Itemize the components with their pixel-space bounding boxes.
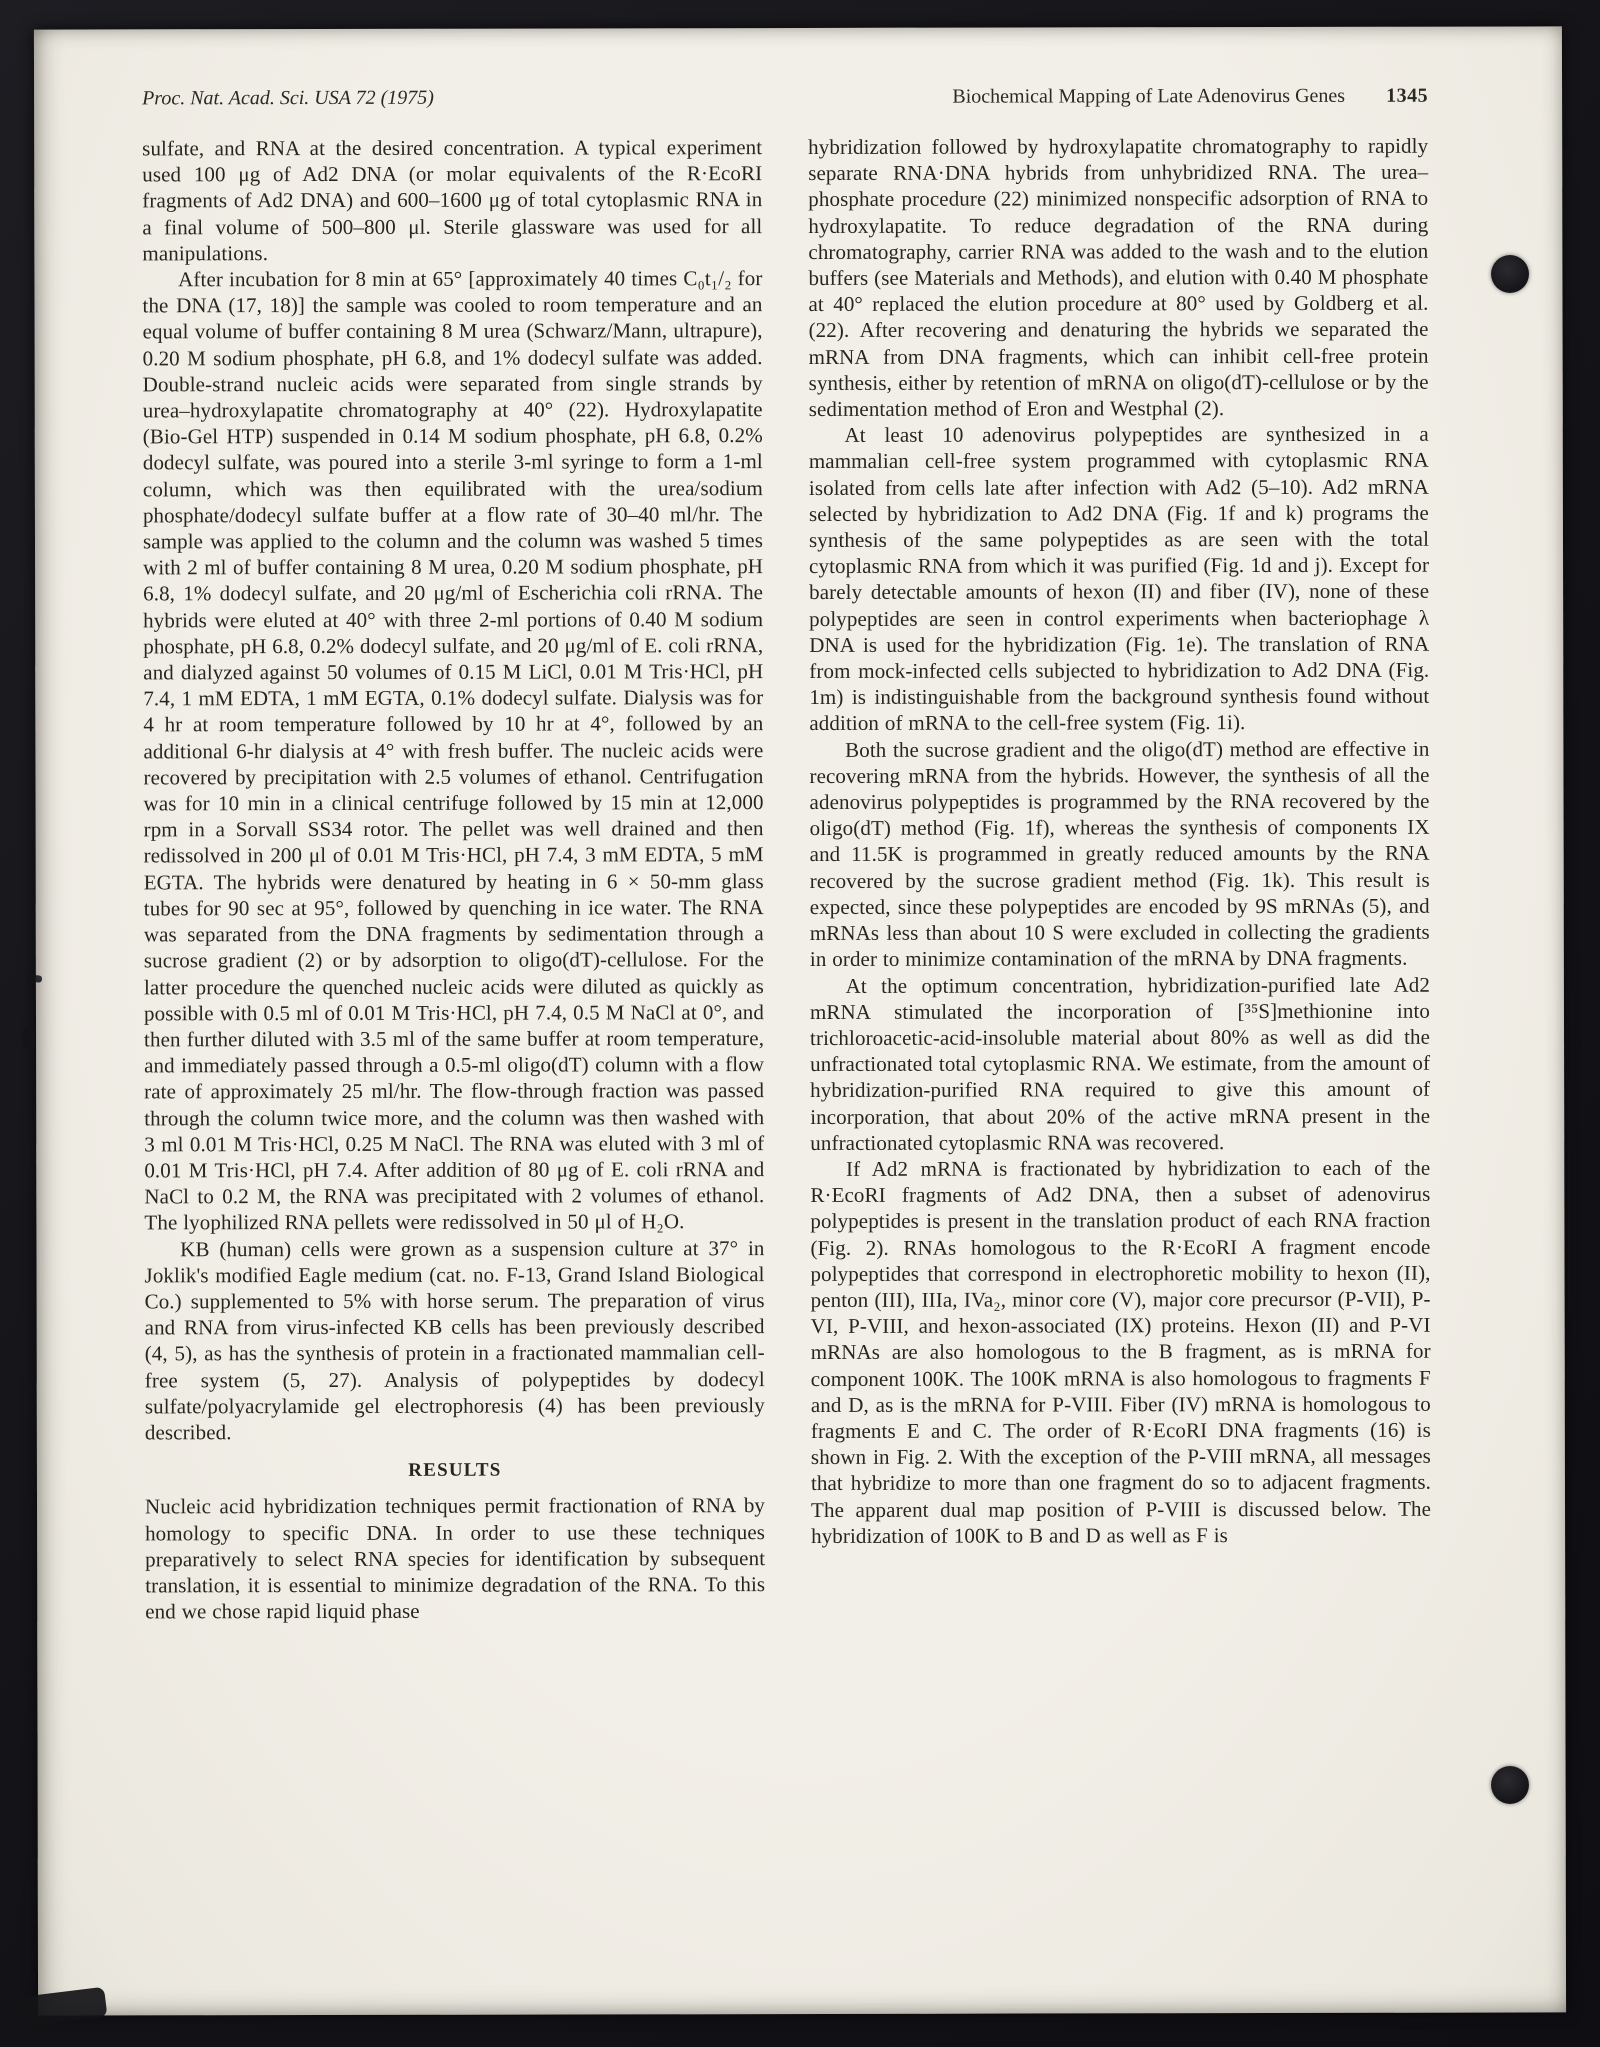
paragraph: If Ad2 mRNA is fractionated by hybridization to each of the R·EcoRI fragments of Ad2 DNA, then a subset of adenovirus polypeptides is present in the translation product of each RNA fraction (Fig. 2). RNAs homologous to the R·EcoRI A fragment encode polypeptides that correspond in electrophoretic mobility to hexon (II), penton (III), IIIa, IVa₂, minor core (V), major core precursor (P-VII), P-VI, P-VIII, and hexon-associated (IX) proteins. Hexon (II) and P-VI mRNAs are also homologous to the B fragment, as is mRNA for component 100K. The 100K mRNA is also homologous to fragments F and D, as is the mRNA for P-VIII. Fiber (IV) mRNA is homologous to fragments E and C. The order of R·EcoRI DNA fragments (16) is shown in Fig. 2. With the exception of the P-VIII mRNA, all messages that hybridize to more than one fragment do so to adjacent fragments. The apparent dual map position of P-VIII is discussed below. The hybridization of 100K to B and D as well as F is: [810, 1155, 1432, 1548]
scan-artifact-bottom-left-corner: [16, 1987, 107, 2028]
punch-hole-top: [1491, 255, 1529, 293]
scan-artifact-left-edge-1: [26, 974, 43, 983]
paragraph: sulfate, and RNA at the desired concentration. A typical experiment used 100 μg of Ad2 DNA (or molar equivalents of the R·EcoRI fragments of Ad2 DNA) and 600–1600 μg of total cytoplasmic RNA in a final volume of 500–800 μl. Sterile glassware was used for all manipulations.: [142, 135, 763, 266]
paper-page: [34, 26, 1566, 2015]
paragraph: At least 10 adenovirus polypeptides are synthesized in a mammalian cell-free system programmed with cytoplasmic RNA isolated from cells late after infection with Ad2 (5–10). Ad2 mRNA selected by hybridization to Ad2 DNA (Fig. 1f and k) programs the synthesis of the same polypeptides as are seen with the total cytoplasmic RNA from which it was purified (Fig. 1d and j). Except for barely detectable amounts of hexon (II) and fiber (IV), none of these polypeptides are seen in control experiments when bacteriophage λ DNA is used for the hybridization (Fig. 1e). The translation of RNA from mock-infected cells subjected to hybridization to Ad2 DNA (Fig. 1m) is indistinguishable from the background synthesis found without addition of mRNA to the cell-free system (Fig. 1i).: [808, 421, 1430, 736]
journal-citation: Proc. Nat. Acad. Sci. USA 72 (1975): [142, 86, 434, 110]
running-title: Biochemical Mapping of Late Adenovirus Genes: [952, 84, 1346, 108]
page-number: 1345: [1386, 84, 1429, 107]
left-column: [142, 134, 765, 1625]
results-paragraphs: [145, 1492, 765, 1624]
right-column: [808, 133, 1431, 1624]
running-head: [952, 83, 1428, 110]
paragraph: At the optimum concentration, hybridization-purified late Ad2 mRNA stimulated the incorporation of [³⁵S]methionine into trichloroacetic-acid-insoluble material about 80% as well as did the unfractionated total cytoplasmic RNA. We estimate, from the amount of hybridization-purified RNA required to give this amount of incorporation, that about 20% of the active mRNA present in the unfractionated cytoplasmic RNA was recovered.: [809, 972, 1431, 1155]
scan-artifact-left-edge-2: [23, 1028, 35, 1050]
punch-hole-bottom: [1491, 1766, 1529, 1804]
scan-scratch-right-edge-1: [1566, 172, 1569, 337]
two-column-body: [142, 133, 1431, 1625]
scan-scratch-right-edge-2: [1568, 1082, 1571, 1317]
paragraph: hybridization followed by hydroxylapatite chromatography to rapidly separate RNA·DNA hybrids from unhybridized RNA. The urea–phosphate procedure (22) minimized nonspecific adsorption of RNA to hydroxylapatite. To reduce degradation of the RNA during chromatography, carrier RNA was added to the wash and to the elution buffers (see Materials and Methods), and elution with 0.40 M phosphate at 40° replaced the elution procedure at 80° used by Goldberg et al. (22). After recovering and denaturing the hybrids we separated the mRNA from DNA fragments, which can inhibit cell-free protein synthesis, either by retention of mRNA on oligo(dT)-cellulose or by the sedimentation method of Eron and Westphal (2).: [808, 133, 1429, 422]
paragraph: After incubation for 8 min at 65° [approximately 40 times C₀t₁/₂ for the DNA (17, 18)] the sample was cooled to room temperature and an equal volume of buffer containing 8 M urea (Schwarz/Mann, ultrapure), 0.20 M sodium phosphate, pH 6.8, and 1% dodecyl sulfate was added. Double-strand nucleic acids were separated from single strands by urea–hydroxylapatite chromatography at 40° (22). Hydroxylapatite (Bio-Gel HTP) suspended in 0.14 M sodium phosphate, pH 6.8, 0.2% dodecyl sulfate, was poured into a sterile 3-ml syringe to form a 1-ml column, which was then equilibrated with the urea/sodium phosphate/dodecyl sulfate buffer at a flow rate of 30–40 ml/hr. The sample was applied to the column and the column was washed 5 times with 2 ml of buffer containing 8 M urea, 0.20 M sodium phosphate, pH 6.8, 1% dodecyl sulfate, and 20 μg/ml of Escherichia coli rRNA. The hybrids were eluted at 40° with three 2-ml portions of 0.40 M sodium phosphate, pH 6.8, 0.2% dodecyl sulfate, and 20 μg/ml of E. coli rRNA, and dialyzed against 50 volumes of 0.15 M LiCl, 0.01 M Tris·HCl, pH 7.4, 1 mM EDTA, 1 mM EGTA, 0.1% dodecyl sulfate. Dialysis was for 4 hr at room temperature followed by 10 hr at 4°, followed by an additional 6-hr dialysis at 4° with fresh buffer. The nucleic acids were recovered by precipitation with 2.5 volumes of ethanol. Centrifugation was for 10 min in a clinical centrifuge followed by 15 min at 12,000 rpm in a Sorvall SS34 rotor. The pellet was well drained and then redissolved in 200 μl of 0.01 M Tris·HCl, pH 7.4, 3 mM EDTA, 5 mM EGTA. The hybrids were denatured by heating in 6 × 50-mm glass tubes for 90 sec at 95°, followed by quenching in ice water. The RNA was separated from the DNA fragments by sedimentation through a sucrose gradient (2) or by adsorption to oligo(dT)-cellulose. For the latter procedure the quenched nucleic acids were diluted as quickly as possible with 0.5 ml of 0.01 M Tris·HCl, pH 7.4, 0.5 M NaCl at 0°, and then further diluted with 3.5 ml of the same buffer at room temperature, and immediately passed through a 0.5-ml oligo(dT) column with a flow rate of approximately 25 ml/hr. The flow-through fraction was passed through the column twice more, and the column was then washed with 3 ml 0.01 M Tris·HCl, 0.25 M NaCl. The RNA was eluted with 3 ml of 0.01 M Tris·HCl, pH 7.4. After addition of 80 μg of E. coli rRNA and NaCl to 0.2 M, the RNA was precipitated with 2 volumes of ethanol. The lyophilized RNA pellets were redissolved in 50 μl of H₂O.: [142, 266, 765, 1235]
methods-continued-paragraphs: [142, 134, 765, 1445]
right-column-paragraphs: [808, 133, 1431, 1549]
results-heading: RESULTS: [408, 1459, 502, 1481]
page-header: [142, 83, 1428, 112]
paragraph: Both the sucrose gradient and the oligo(dT) method are effective in recovering mRNA from the hybrids. However, the synthesis of all the adenovirus polypeptides is programmed by the RNA recovered by the oligo(dT) method (Fig. 1f), whereas the synthesis of components IX and 11.5K is programmed in greatly reduced amounts by the RNA recovered by the sucrose gradient method (Fig. 1k). This result is expected, since these polypeptides are encoded by 9S mRNAs (5), and mRNAs less than about 10 S were excluded in collecting the gradients in order to minimize contamination of the mRNA by DNA fragments.: [809, 736, 1430, 972]
paragraph: KB (human) cells were grown as a suspension culture at 37° in Joklik's modified Eagle medium (cat. no. F-13, Grand Island Biological Co.) supplemented to 5% with horse serum. The preparation of virus and RNA from virus-infected KB cells has been previously described (4, 5), as has the synthesis of protein in a fractionated mammalian cell-free system (5, 27). Analysis of polypeptides by dodecyl sulfate/polyacrylamide gel electrophoresis (4) has been previously described.: [144, 1235, 765, 1445]
paragraph: Nucleic acid hybridization techniques permit fractionation of RNA by homology to specific DNA. In order to use these techniques preparatively to select RNA species for identification by subsequent translation, it is essential to minimize degradation of the RNA. To this end we chose rapid liquid phase: [144, 1493, 766, 1624]
